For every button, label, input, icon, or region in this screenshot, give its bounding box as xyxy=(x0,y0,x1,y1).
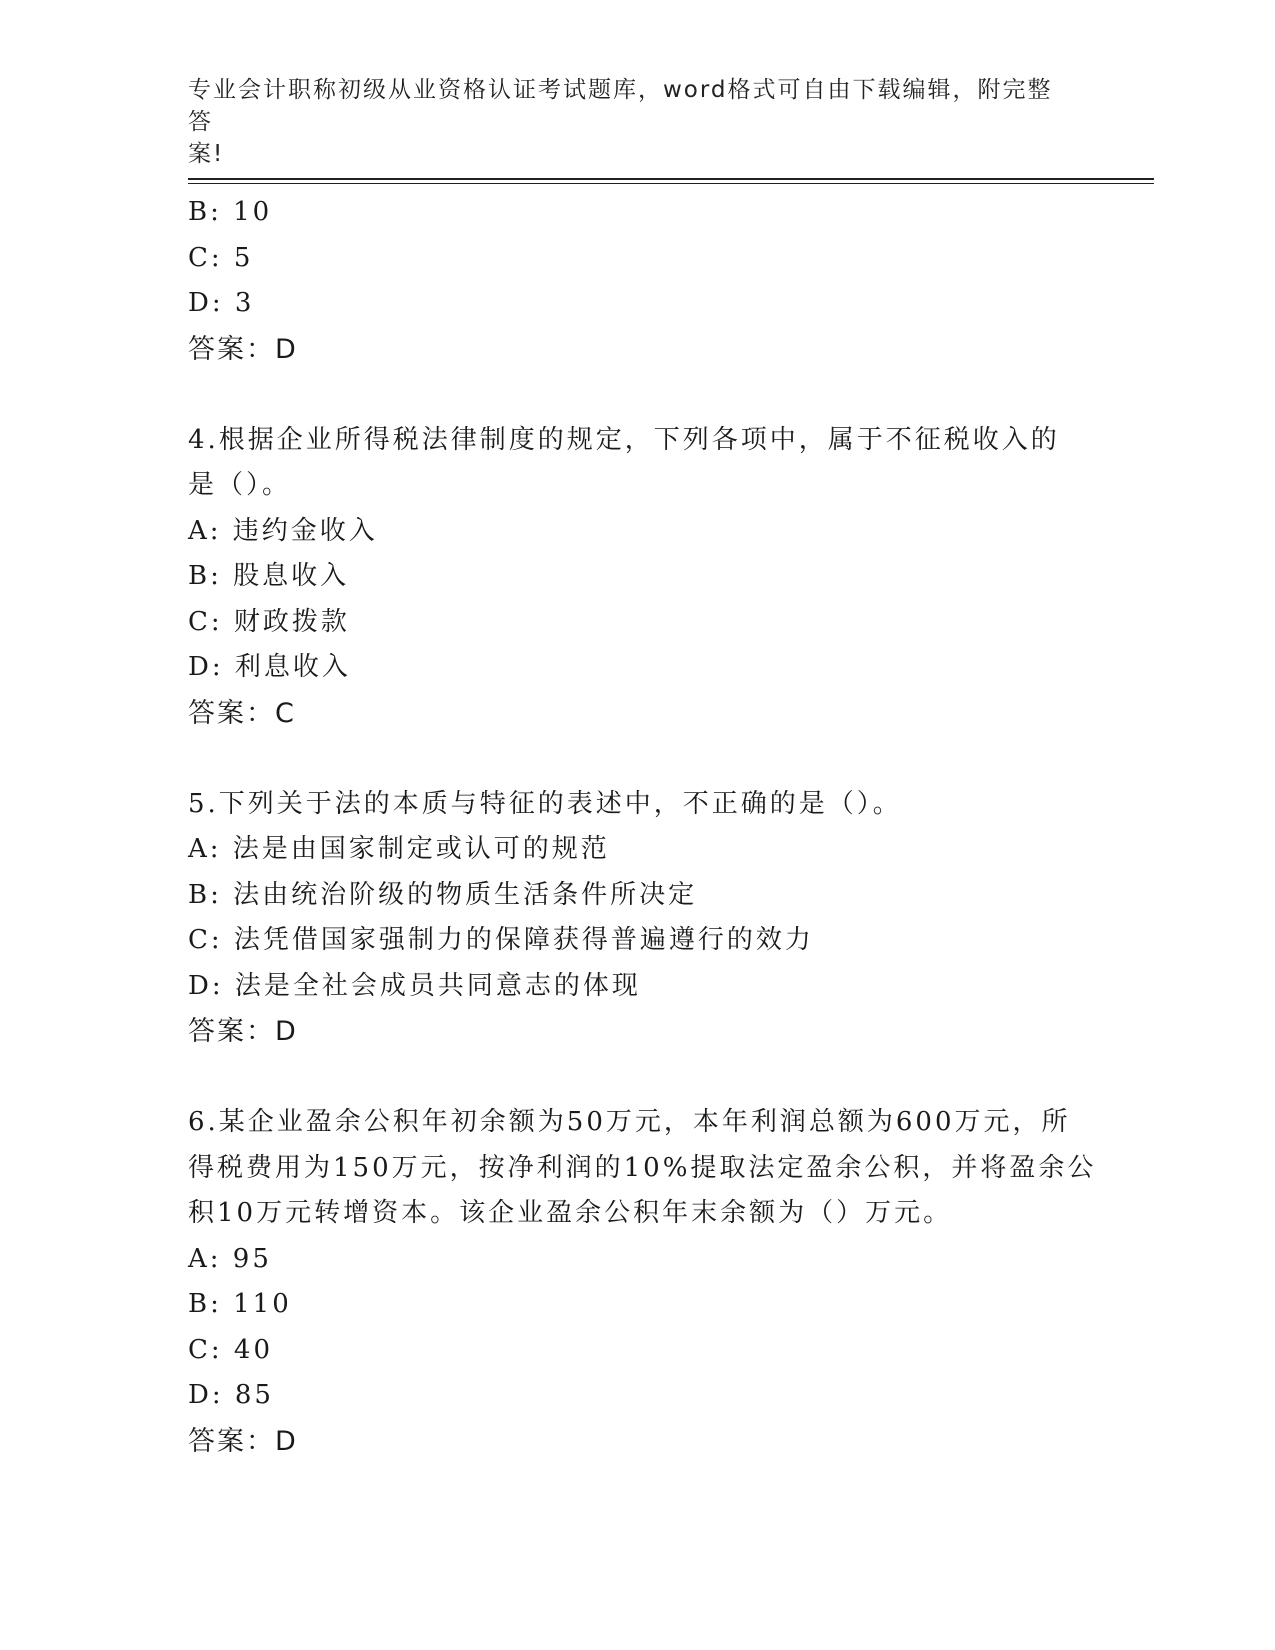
answer-line: 答案：D xyxy=(188,333,298,365)
header-line-2: 案! xyxy=(188,141,225,167)
answer-line: 答案：D xyxy=(188,1425,298,1457)
page-header xyxy=(188,74,1068,170)
option-b: B: 法由统治阶级的物质生活条件所决定 xyxy=(188,879,698,910)
spacer xyxy=(188,736,1088,782)
option-a: A: 95 xyxy=(188,1243,272,1274)
question-4 xyxy=(188,418,1088,737)
spacer xyxy=(188,1055,1088,1101)
question-stem-line: 是（）。 xyxy=(188,470,292,500)
question-content xyxy=(188,190,1097,1464)
header-line-1: 专业会计职称初级从业资格认证考试题库，word格式可自由下载编辑，附完整答 xyxy=(188,77,1053,135)
header-divider-thin xyxy=(188,183,1154,184)
option-d: D: 85 xyxy=(188,1380,274,1410)
option-b: B: 股息收入 xyxy=(188,561,350,591)
question-5 xyxy=(188,782,1088,1055)
option-d: D: 利息收入 xyxy=(188,652,351,682)
question-stem-line: 积10万元转增资本。该企业盈余公积年末余额为（）万元。 xyxy=(188,1198,953,1228)
option-c: C: 财政拨款 xyxy=(188,606,350,637)
question-stem-line: 4.根据企业所得税法律制度的规定，下列各项中，属于不征税收入的 xyxy=(188,424,1060,455)
answer-line: 答案：D xyxy=(188,1016,298,1047)
option-c: C: 法凭借国家强制力的保障获得普遍遵行的效力 xyxy=(188,925,814,955)
option-a: A: 法是由国家制定或认可的规范 xyxy=(188,834,610,864)
option-b: B: 10 xyxy=(188,197,273,227)
question-stem-line: 5.下列关于法的本质与特征的表述中，不正确的是（）。 xyxy=(188,788,902,819)
option-a: A: 违约金收入 xyxy=(188,515,378,546)
answer-line: 答案：C xyxy=(188,697,296,729)
option-d: D: 法是全社会成员共同意志的体现 xyxy=(188,970,641,1001)
question-3-tail xyxy=(188,190,1088,372)
spacer xyxy=(188,372,1088,418)
option-b: B: 110 xyxy=(188,1289,292,1319)
question-stem-line: 6.某企业盈余公积年初余额为50万元，本年利润总额为600万元，所 xyxy=(188,1107,1071,1137)
option-c: C: 5 xyxy=(188,242,254,273)
header-divider-thick xyxy=(188,178,1154,180)
option-c: C: 40 xyxy=(188,1334,274,1365)
question-stem-line: 得税费用为150万元，按净利润的10%提取法定盈余公积，并将盈余公 xyxy=(188,1152,1097,1183)
option-d: D: 3 xyxy=(188,288,255,318)
question-6 xyxy=(188,1100,1097,1464)
